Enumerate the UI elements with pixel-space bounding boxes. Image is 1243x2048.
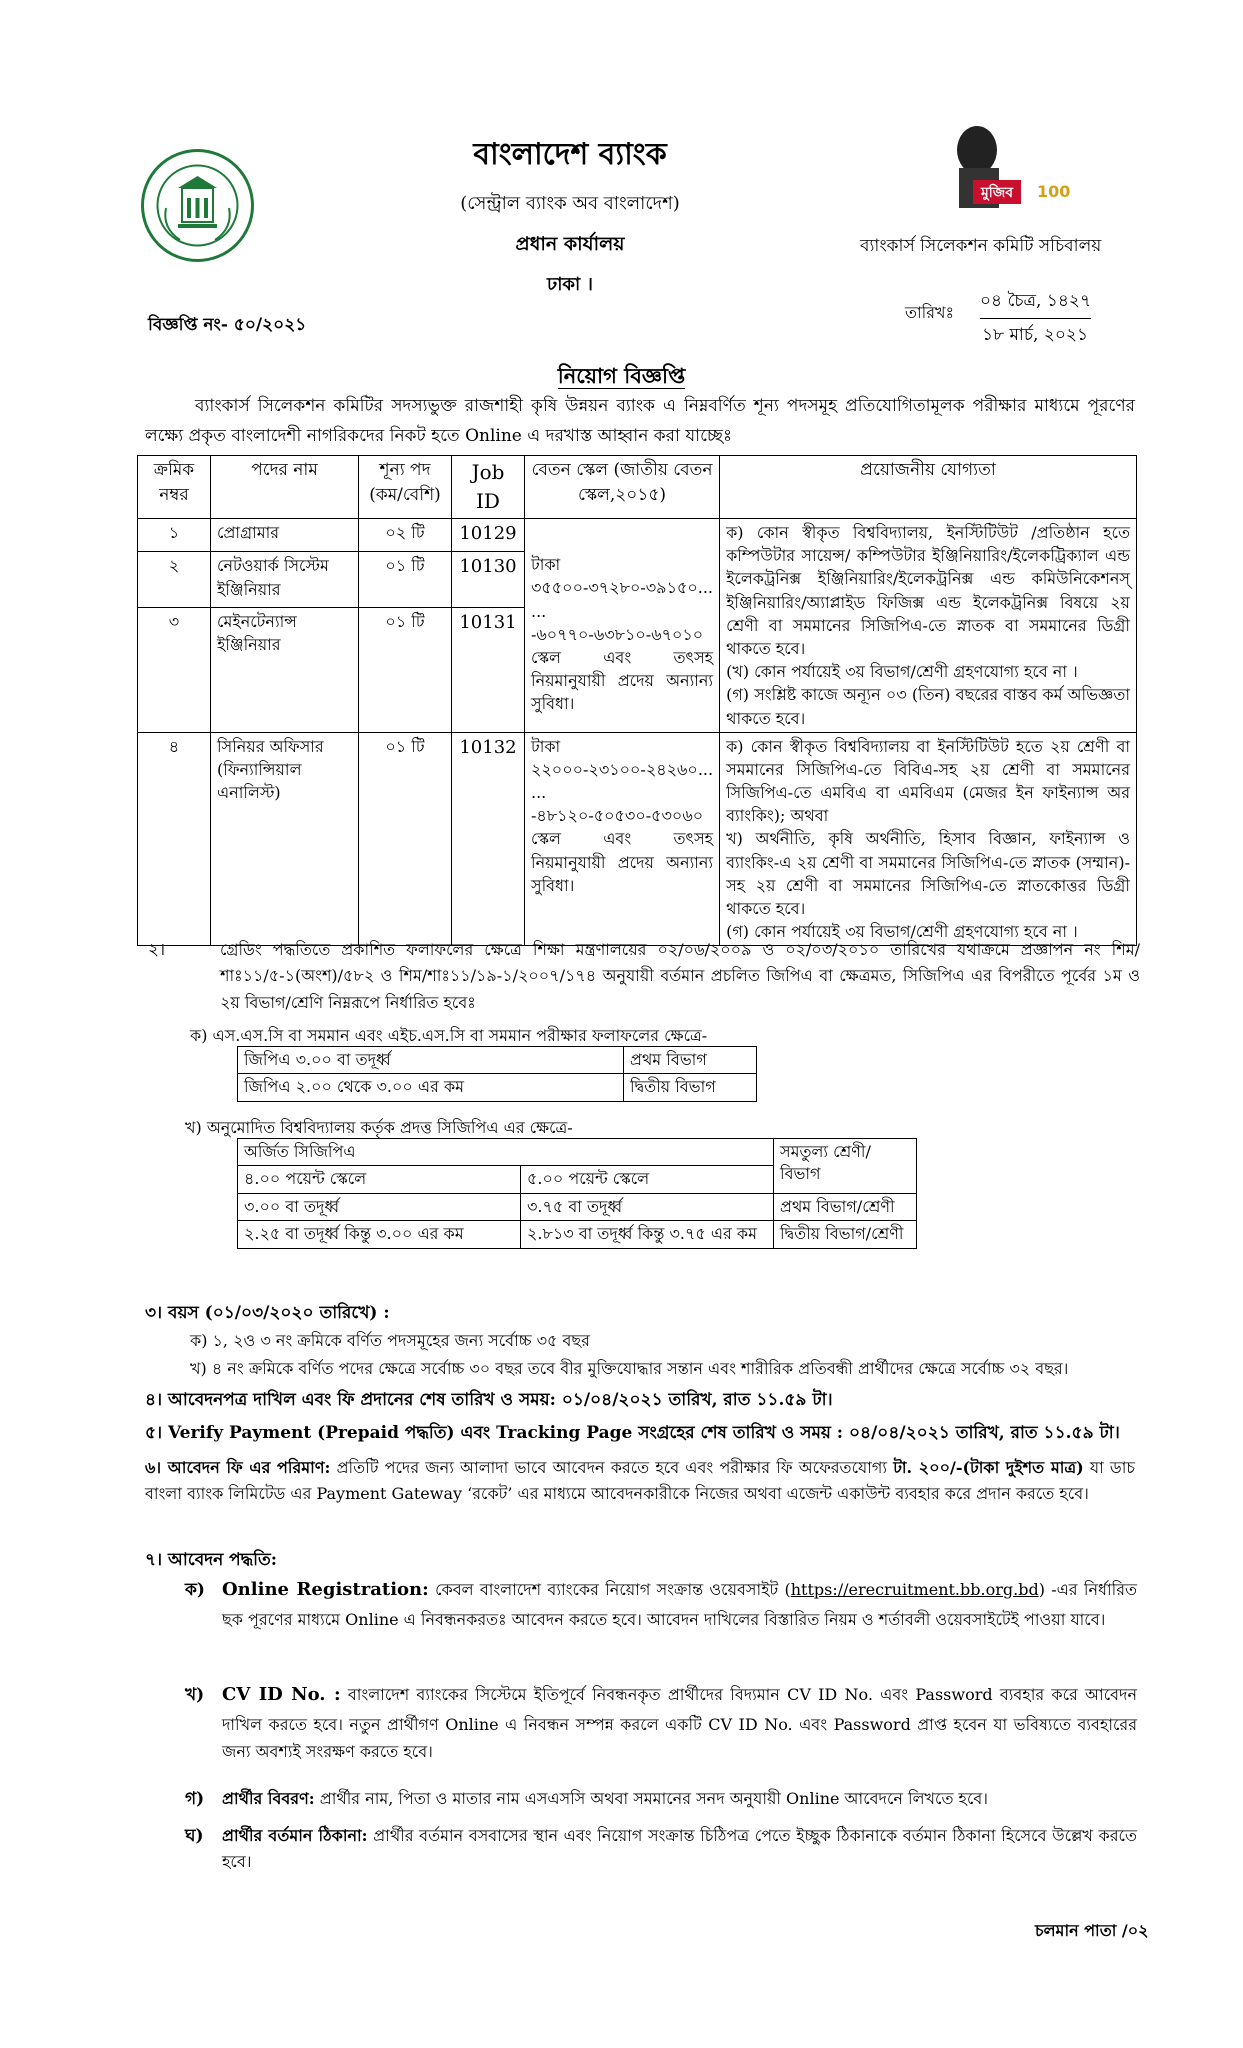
section7-d-text: প্রার্থীর বর্তমান বসবাসের স্থান এবং নিয়োগ সংক্রান্ত চিঠিপত্র পেতে ইচ্ছুক ঠিকানাকে বর্তমান ঠিকানা হিসেবে উল্লেখ করতে হবে। [222,1826,1137,1872]
section7-a-text2: -এর নির্ধারিত ছক পূরণের মাধ্যমে Online এ নিবন্ধনকরতঃ আবেদন করতে হবে। আবেদন দাখিলের বিস্তারিত নিয়ম ও শর্তাবলী ওয়েবসাইটেই পাওয়া যাবে। [222,1580,1137,1629]
row-qualification [720,732,1137,946]
col-job-id: Job ID [452,456,525,519]
section7-d [222,1823,1137,1876]
row-post: সিনিয়র অফিসার (ফিন্যান্সিয়াল এনালিস্ট) [211,732,359,946]
row-post: নেটওয়ার্ক সিস্টেম ইঞ্জিনিয়ার [211,552,359,607]
section6 [145,1455,1135,1508]
cgpa-cell: ২.২৫ বা তদূর্ধ্ব কিন্তু ৩.০০ এর কম [238,1221,521,1248]
row-qualification [720,519,1137,733]
gpa-cell: জিপিএ ৩.০০ বা তদূর্ধ্ব [238,1047,624,1074]
section7-a-label: ক) [185,1580,205,1600]
mujib-text: মুজিব [980,185,1014,201]
qual-b: (খ) কোন পর্যায়েই ৩য় বিভাগ/শ্রেণী গ্রহণযোগ্য হবে না । [726,662,1078,682]
gpa-cell: দ্বিতীয় বিভাগ [624,1074,757,1101]
section7-b-label: খ) [185,1685,205,1705]
mujib-100-text: 100 [1037,182,1071,201]
section7-title: ৭। আবেদন পদ্ধতি: [145,1550,278,1570]
section3-title: ৩। বয়স (০১/০৩/২০২০ তারিখে) : [145,1303,390,1323]
section7-d-lead: প্রার্থীর বর্তমান ঠিকানা: [222,1826,368,1845]
col-vacancy: শূন্য পদ (কম/বেশি) [359,456,452,519]
org-name: বাংলাদেশ ব্যাংক [473,137,667,172]
section7-d-label: ঘ) [185,1826,204,1846]
col-scale: বেতন স্কেল (জাতীয় বেতন স্কেল,২০১৫) [525,456,720,519]
section7-b-text: বাংলাদেশ ব্যাংকের সিস্টেমে ইতিপূর্বে নিবন্ধনকৃত প্রার্থীদের বিদ্যমান CV ID No. এবং Password ব্যবহার করে আবেদন দাখিল করতে হবে। নতুন প্রার্থীগণ Online এ নিবন্ধন সম্পন্ন করলে একটি CV ID No. এবং Password প্রাপ্ত হবেন যা ভবিষ্যতে ব্যবহারের জন্য অবশ্যই সংরক্ষণ করতে হবে। [222,1685,1137,1761]
col-post: পদের নাম [211,456,359,519]
row-vacancy: ০১ টি [359,732,452,946]
row-scale: টাকা ৩৫৫০০-৩৭২৮০-৩৯১৫০... ... -৬০৭৭০-৬৩৮১০-৬৭০১০ স্কেল এবং তৎসহ নিয়মানুযায়ী প্রদেয় অন্যান্য সুবিধা। [525,519,720,733]
notice-title: নিয়োগ বিজ্ঞপ্তি [557,363,686,388]
row-job-id: 10132 [452,732,525,946]
qual-b: খ) অর্থনীতি, কৃষি অর্থনীতি, হিসাব বিজ্ঞান, ফাইন্যান্স ও ব্যাংকিং-এ ২য় শ্রেণী বা সমমানের সিজিপিএ-তে স্নাতক (সম্মান)-সহ ২য় শ্রেণী বা সমমানের সিজিপিএ-তে স্নাতকোত্তর ডিগ্রী থাকতে হবে। [726,829,1130,918]
section7-a-text: কেবল বাংলাদেশ ব্যাংকের নিয়োগ সংক্রান্ত ওয়েবসাইট [435,1580,779,1599]
row-post: মেইনটেন্যান্স ইঞ্জিনিয়ার [211,607,359,732]
office-name: প্রধান কার্যালয় [515,233,625,255]
cgpa-table [237,1138,917,1249]
section6-text: প্রতিটি পদের জন্য আলাদা ভাবে আবেদন করতে হবে এবং পরীক্ষার ফি অফেরতযোগ্য [336,1458,887,1477]
date-bangla: ০৪ চৈত্র, ১৪২৭ [980,288,1091,319]
row-vacancy: ০২ টি [359,519,452,552]
section7-b-lead: CV ID No. : [222,1684,341,1705]
cgpa-cell: দ্বিতীয় বিভাগ/শ্রেণী [774,1221,917,1248]
table-row [138,519,1137,552]
qual-c: (গ) সংশ্লিষ্ট কাজে অন্যূন ০৩ (তিন) বছরের বাস্তব কর্ম অভিজ্ঞতা থাকতে হবে। [726,685,1130,728]
cgpa-scale5: ৫.০০ পয়েন্ট স্কেলে [521,1166,774,1193]
row-serial: ১ [138,519,211,552]
mujib-100-logo [945,120,1071,220]
section2-a-label: ক) এস.এস.সি বা সমমান এবং এইচ.এস.সি বা সমমান পরীক্ষার ফলাফলের ক্ষেত্রে- [190,1026,708,1045]
city-name: ঢাকা । [547,274,593,295]
section7-a-lead: Online Registration: [222,1579,429,1600]
gpa-cell: প্রথম বিভাগ [624,1047,757,1074]
row-job-id: 10130 [452,552,525,607]
cgpa-cell: ২.৮১৩ বা তদূর্ধ্ব কিন্তু ৩.৭৫ এর কম [521,1221,774,1248]
cgpa-cell: প্রথম বিভাগ/শ্রেণী [774,1193,917,1220]
date-english: ১৮ মার্চ, ২০২১ [982,325,1089,345]
bangladesh-bank-logo [140,148,255,263]
erecruitment-link[interactable]: https://erecruitment.bb.org.bd [790,1580,1039,1599]
date-label: তারিখঃ [905,303,955,322]
section7-c-lead: প্রার্থীর বিবরণ: [222,1789,315,1808]
col-serial: ক্রমিক নম্বর [138,456,211,519]
row-scale: টাকা ২২০০০-২৩১০০-২৪২৬০... ... -৪৮১২০-৫০৫৩০-৫৩০৬০ স্কেল এবং তৎসহ নিয়মানুযায়ী প্রদেয় অন্যান্য সুবিধা। [525,732,720,946]
cgpa-scale4: ৪.০০ পয়েন্ট স্কেলে [238,1166,521,1193]
qual-a: ক) কোন স্বীকৃত বিশ্ববিদ্যালয় বা ইনস্টিটিউট হতে ২য় শ্রেণী বা সমমানের সিজিপিএ-তে বিবিএ-সহ ২য় শ্রেণী বা সমমানের সিজিপিএ-তে এমবিএ বা এমবিএম (মেজর ইন ফাইন্যান্স অর ব্যাংকিং); অথবা [726,736,1130,826]
section6-lead: ৬। আবেদন ফি এর পরিমাণ: [145,1458,331,1477]
section2-text: গ্রেডিং পদ্ধতিতে প্রকাশিত ফলাফলের ক্ষেত্রে শিক্ষা মন্ত্রণালয়ের ০২/০৬/২০০৯ ও ০২/০৩/২০১০ তারিখের যথাক্রমে প্রজ্ঞাপন নং শিম/শাঃ১১/৫-১(অংশ)/৫৮২ ও শিম/শাঃ১১/১৯-১/২০০৭/১৭৪ অনুযায়ী বর্তমান প্রচলিত জিপিএ বা ক্ষেত্রমত, সিজিপিএ এর বিপরীতে পূর্বের ১ম ও ২য় বিভাগ/শ্রেণি নিম্নরূপে নির্ধারিত হবেঃ [220,940,1140,1012]
section2-number: ২। [148,940,166,960]
vacancy-table [137,455,1137,946]
secretariat-name: ব্যাংকার্স সিলেকশন কমিটি সচিবালয় [860,236,1102,256]
col-qualification: প্রয়োজনীয় যোগ্যতা [720,456,1137,519]
section3-b: খ) ৪ নং ক্রমিকে বর্ণিত পদের ক্ষেত্রে সর্বোচ্চ ৩০ বছর তবে বীর মুক্তিযোদ্ধার সন্তান এবং শারীরিক প্রতিবন্ধী প্রার্থীদের ক্ষেত্রে সর্বোচ্চ ৩২ বছর। [190,1359,1069,1378]
section6-text2: যা ডাচ বাংলা ব্যাংক লিমিটেড এর Payment Gateway ‘রকেট’ এর মাধ্যমে আবেদনকারীকে নিজের অথবা এজেন্ট একাউন্ট ব্যবহার করে প্রদান করতে হবে। [145,1458,1135,1504]
notice-intro: ব্যাংকার্স সিলেকশন কমিটির সদস্যভুক্ত রাজশাহী কৃষি উন্নয়ন ব্যাংক এ নিম্নবর্ণিত শূন্য পদসমূহ প্রতিযোগিতামূলক পরীক্ষার মাধ্যমে পূরণের লক্ষ্যে প্রকৃত বাংলাদেশী নাগরিকদের নিকট হতে Online এ দরখাস্ত আহ্বান করা যাচ্ছেঃ [145,396,1135,446]
row-vacancy: ০১ টি [359,607,452,732]
section5: ৫। Verify Payment (Prepaid পদ্ধতি) এবং Tracking Page সংগ্রহের শেষ তারিখ ও সময় : ০৪/০৪/২০২১ তারিখ, রাত ১১.৫৯ টা। [145,1423,1120,1443]
section7-c-label: গ) [185,1789,205,1809]
section3-a: ক) ১, ২ও ৩ নং ক্রমিকে বর্ণিত পদসমূহের জন্য সর্বোচ্চ ৩৫ বছর [190,1331,590,1350]
org-subtitle: (সেন্ট্রাল ব্যাংক অব বাংলাদেশ) [460,193,680,214]
row-post: প্রোগ্রামার [211,519,359,552]
qual-c: (গ) কোন পর্যায়েই ৩য় বিভাগ/শ্রেণী গ্রহণযোগ্য হবে না । [726,922,1078,942]
row-vacancy: ০১ টি [359,552,452,607]
table-row [138,732,1137,946]
section2-b-label: খ) অনুমোদিত বিশ্ববিদ্যালয় কর্তৃক প্রদত্ত সিজিপিএ এর ক্ষেত্রে- [185,1118,573,1137]
row-serial: ২ [138,552,211,607]
gpa-table [237,1046,757,1102]
cgpa-cell: ৩.৭৫ বা তদূর্ধ্ব [521,1193,774,1220]
qual-a: ক) কোন স্বীকৃত বিশ্ববিদ্যালয়, ইনস্টিটিউট /প্রতিষ্ঠান হতে কম্পিউটার সায়েন্স/ কম্পিউটার ইঞ্জিনিয়ারিং/ইলেকট্রিক্যাল এন্ড ইলেকট্রনিক্স ইঞ্জিনিয়ারিং/ইলেকট্রনিক্স এন্ড কমিউনিকেশনস্ ইঞ্জিনিয়ারিং/অ্যাপ্লাইড ফিজিক্স এন্ড ইলেকট্রনিক্স বিষয়ে ২য় শ্রেণী বা সমমানের সিজিপিএ-তে স্নাতক বা সমমানের ডিগ্রী থাকতে হবে। [726,523,1130,658]
row-job-id: 10131 [452,607,525,732]
gpa-cell: জিপিএ ২.০০ থেকে ৩.০০ এর কম [238,1074,624,1101]
section4: ৪। আবেদনপত্র দাখিল এবং ফি প্রদানের শেষ তারিখ ও সময়: ০১/০৪/২০২১ তারিখ, রাত ১১.৫৯ টা। [145,1390,833,1410]
section7-b [222,1680,1137,1765]
notice-number: বিজ্ঞপ্তি নং- ৫০/২০২১ [148,315,307,335]
row-job-id: 10129 [452,519,525,552]
row-serial: ৪ [138,732,211,946]
cgpa-eq-head: সমতুল্য শ্রেণী/বিভাগ [774,1139,917,1194]
cgpa-cell: ৩.০০ বা তদূর্ধ্ব [238,1193,521,1220]
section7-c-text: প্রার্থীর নাম, পিতা ও মাতার নাম এসএসসি অথবা সমমানের সনদ অনুযায়ী Online আবেদনে লিখতে হবে। [319,1789,989,1808]
section7-c [222,1786,1137,1813]
section7-a: Online Registration: কেবল বাংলাদেশ ব্যাংকের নিয়োগ সংক্রান্ত ওয়েবসাইট (https://erecruitment.bb.org.bd) -এর নির্ধারিত ছক পূরণের মাধ্যমে Online এ নিবন্ধনকরতঃ আবেদন করতে হবে। আবেদন দাখিলের বিস্তারিত নিয়ম ও শর্তাবলী ওয়েবসাইটেই পাওয়া যাবে। [222,1579,1137,1629]
cgpa-head: অর্জিত সিজিপিএ [238,1139,774,1166]
section6-fee: টা. ২০০/-(টাকা দুইশত মাত্র) [893,1458,1084,1477]
page-footer: চলমান পাতা /০২ [1035,1921,1149,1940]
row-serial: ৩ [138,607,211,732]
